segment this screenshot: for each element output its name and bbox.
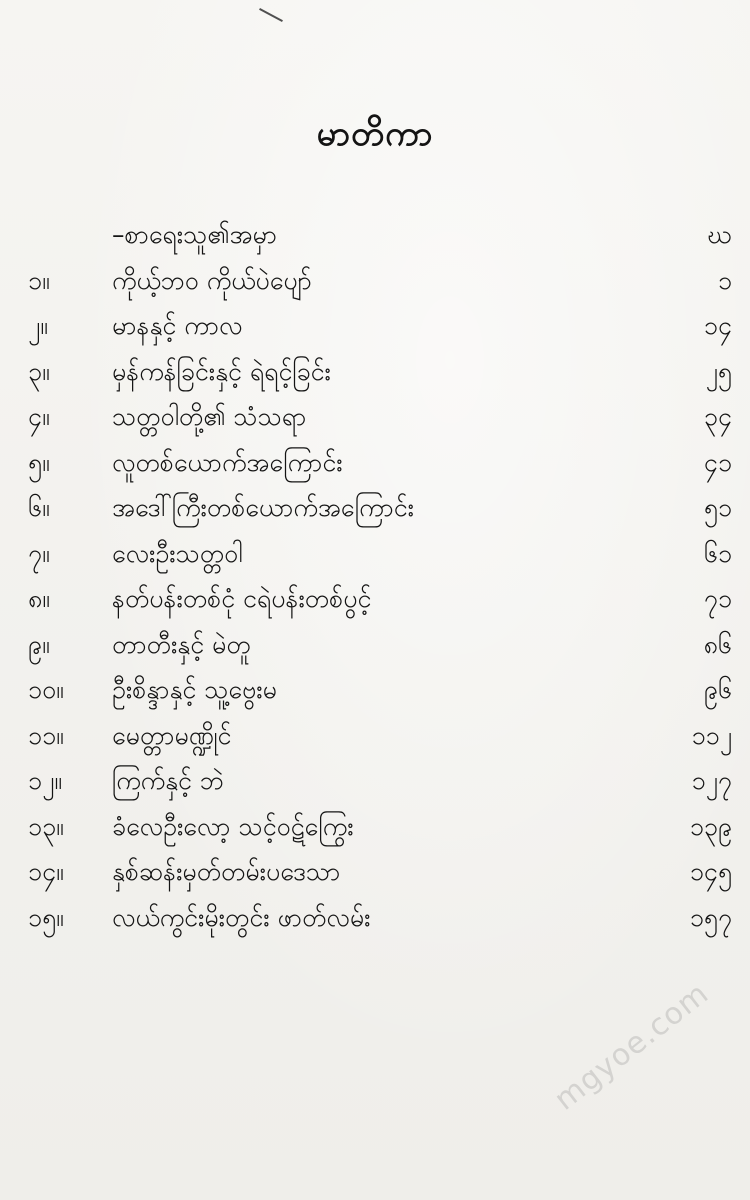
toc-entry-title: ဦးစိန္ဒာနှင့် သူ့ဗွေးမ [112,675,277,704]
toc-entry-number: ၃။ [28,356,50,386]
toc-entry [0,349,750,395]
toc-entry-page-number: ၄၁ [703,447,732,477]
toc-entry-number: ၆။ [28,493,50,522]
toc-entry-title: နတ်ပန်းတစ်ငုံ ငရဲပန်းတစ်ပွင့် [112,584,372,613]
toc-entry-title: မေတ္တာမဏ္ဍိုင် [112,720,232,750]
toc-entry [0,303,750,349]
toc-entry-title: မှန်ကန်ခြင်းနှင့် ရဲရင့်ခြင်း [112,356,331,386]
toc-entry-title: –စာရေးသူ၏အမှာ [112,220,278,249]
toc-entry-page-number: ၈၆ [703,629,732,659]
toc-entry-page-number: ၁၄၅ [689,857,732,886]
toc-entry [0,531,750,577]
toc-entry-title: သတ္တဝါတို့၏ သံသရာ [112,402,307,431]
toc-entry-number: ၄။ [28,402,50,431]
page-title: မာတိကာ [316,114,434,154]
toc-entry-title: တာတီးနှင့် မဲတူ [112,629,251,659]
toc-entry-number: ၁၁။ [28,720,64,750]
toc-entry-page-number: ၁၁၂ [691,720,732,750]
toc-entry-title: လူတစ်ယောက်အကြောင်း [112,447,343,477]
toc-entry [0,258,750,304]
toc-entry [0,576,750,622]
toc-entry-page-number: ၁၂၇ [691,766,732,795]
toc-entry [0,849,750,895]
toc-entry-number: ၇။ [28,538,50,568]
table-of-contents [0,212,750,940]
toc-entry-title: လေးဦးသတ္တဝါ [112,538,243,568]
toc-entry-number: ၁၃။ [28,811,64,841]
toc-entry-page-number: ၁၃၉ [689,811,732,841]
toc-entry-number: ၅။ [28,447,50,477]
toc-entry-page-number: ၁ [717,265,732,295]
toc-entry-page-number: ၉၆ [703,675,732,704]
toc-entry-page-number: ၅၁ [703,493,732,522]
toc-entry [0,713,750,759]
toc-entry-title: နှစ်ဆန်းမှတ်တမ်းပဒေသာ [112,857,341,886]
toc-entry-page-number: ၁၅၇ [689,902,732,932]
toc-entry-page-number: ၇၁ [703,584,732,613]
toc-entry [0,485,750,531]
toc-entry [0,622,750,668]
toc-entry [0,758,750,804]
toc-entry [0,212,750,258]
toc-entry-number: ၁၀။ [28,675,64,704]
toc-entry-number: ၁၂။ [28,766,62,795]
toc-entry-page-number: ၃၄ [703,402,732,431]
toc-entry-title: လယ်ကွင်းမိုးတွင်း ဖာတ်လမ်း [112,902,371,932]
toc-entry-title: ကိုယ့်ဘဝ ကိုယ်ပဲပျော် [112,265,312,295]
toc-entry-page-number: ဃ [707,220,732,249]
stray-pen-mark [259,8,283,22]
toc-entry-number: ၁၄။ [28,857,64,886]
toc-entry [0,440,750,486]
toc-entry-number: ၂။ [28,311,48,340]
toc-entry-title: မာနနှင့် ကာလ [112,311,243,340]
toc-entry-title: ခံလေဦးလော့ သင့်ဝဋ်ကြွေး [112,811,354,841]
toc-entry-page-number: ၂၅ [705,356,732,386]
toc-entry [0,895,750,941]
toc-entry-title: ကြက်နှင့် ဘဲ [112,766,224,795]
toc-entry-number: ၁။ [28,265,50,295]
watermark: mgyoe.com [548,975,716,1118]
toc-entry-title: အဒေါ်ကြီးတစ်ယောက်အကြောင်း [112,493,415,522]
toc-entry-number: ၈။ [28,584,50,613]
toc-entry-page-number: ၆၁ [703,538,732,568]
toc-entry-number: ၁၅။ [28,902,64,932]
toc-entry-page-number: ၁၄ [703,311,732,340]
toc-entry [0,394,750,440]
toc-entry [0,667,750,713]
toc-entry-number: ၉။ [28,629,50,659]
toc-entry [0,804,750,850]
